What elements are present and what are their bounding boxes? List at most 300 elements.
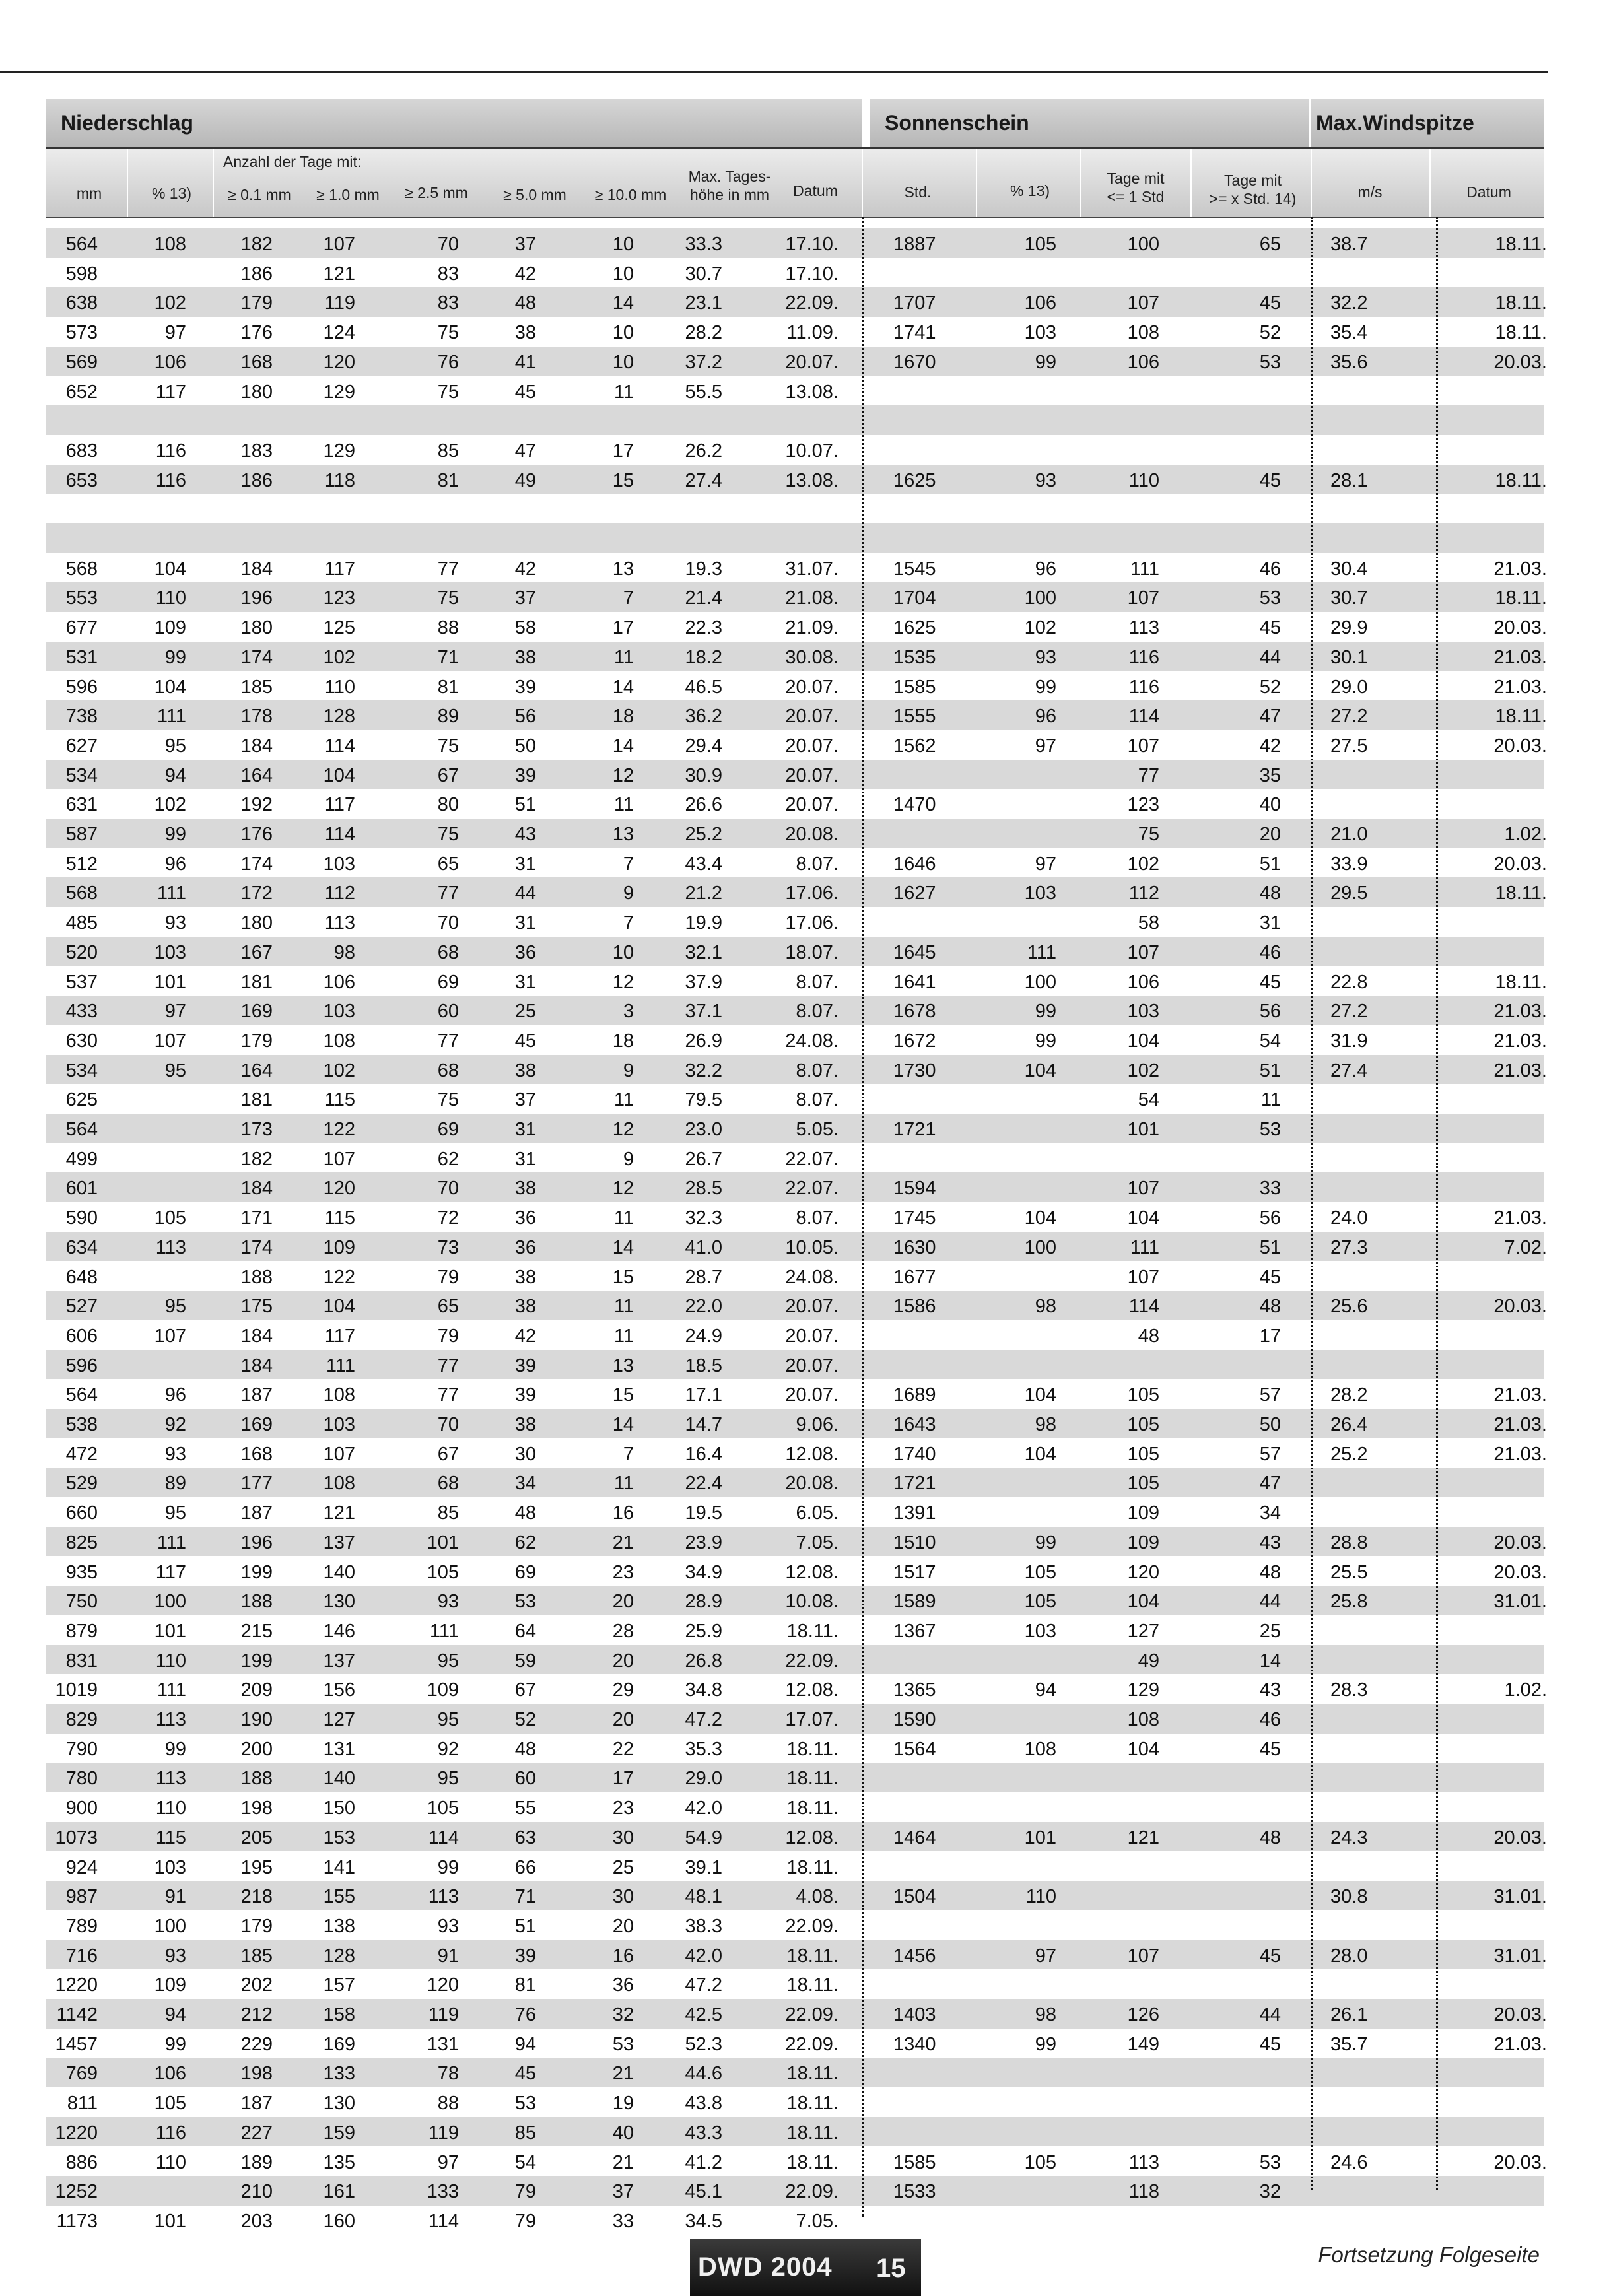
table-cell: 22 [612, 1738, 634, 1760]
table-cell: 45 [514, 2063, 536, 2085]
table-cell: 129 [1127, 1679, 1159, 1701]
table-cell: 76 [514, 2004, 536, 2025]
table-cell: 109 [154, 1975, 186, 1996]
table-cell: 60 [514, 1768, 536, 1790]
table-cell: 42 [514, 1325, 536, 1347]
table-cell: 55 [514, 1798, 536, 1819]
table-cell: 29.0 [685, 1768, 722, 1790]
table-cell: 606 [65, 1325, 98, 1347]
table-cell: 1590 [893, 1709, 936, 1730]
table-cell: 23.0 [685, 1119, 722, 1140]
table-cell: 1.02. [1504, 1679, 1547, 1701]
table-cell: 21.03. [1493, 1030, 1547, 1052]
table-cell: 117 [324, 794, 355, 816]
table-cell: 104 [154, 558, 186, 580]
table-cell: 114 [428, 2210, 459, 2232]
table-cell: 1220 [55, 1975, 98, 1996]
table-cell: 161 [323, 2181, 355, 2203]
table-cell: 8.07. [796, 1060, 839, 1081]
table-cell: 56 [514, 706, 536, 727]
table-cell: 105 [1127, 1384, 1159, 1406]
table-cell: 1627 [893, 883, 936, 904]
table-cell: 11 [1260, 1089, 1281, 1111]
table-cell: 37 [514, 234, 536, 255]
table-cell: 24.6 [1330, 2151, 1368, 2173]
table-cell: 96 [1035, 558, 1056, 580]
table-cell: 631 [65, 794, 98, 816]
table-row [46, 1940, 1547, 1970]
table-row [46, 1291, 1547, 1320]
table-cell: 99 [1035, 1532, 1056, 1553]
table-cell: 51 [1259, 1060, 1281, 1081]
table-cell: 625 [65, 1089, 98, 1111]
table-cell: 28.1 [1330, 469, 1368, 491]
table-cell: 79 [437, 1325, 459, 1347]
table-cell: 1704 [893, 588, 936, 609]
table-cell: 69 [514, 1561, 536, 1583]
table-cell: 104 [1024, 1060, 1056, 1081]
table-cell: 112 [1128, 883, 1159, 904]
table-cell: 42.5 [685, 2004, 722, 2025]
table-cell: 168 [240, 1443, 273, 1465]
table-cell: 50 [1259, 1414, 1281, 1435]
table-row [46, 1734, 1544, 1763]
table-cell: 79.5 [685, 1089, 722, 1111]
table-cell: 190 [240, 1709, 273, 1730]
table-cell: 45 [1259, 469, 1281, 491]
table-cell: 101 [154, 971, 186, 993]
table-cell: 22.0 [685, 1296, 722, 1318]
table-cell: 127 [323, 1709, 355, 1730]
table-cell: 28.9 [685, 1591, 722, 1613]
table-cell: 75 [437, 824, 459, 845]
table-cell: 96 [164, 853, 186, 875]
table-cell: 31 [1259, 912, 1281, 934]
table-cell: 94 [514, 2033, 536, 2055]
table-cell: 21 [612, 1532, 634, 1553]
table-cell: 738 [65, 706, 98, 727]
table-cell: 81 [514, 1975, 536, 1996]
table-cell: 53 [612, 2033, 634, 2055]
table-cell: 45 [1259, 1945, 1281, 1967]
table-cell: 101 [1024, 1827, 1056, 1848]
table-cell: 1073 [55, 1827, 98, 1848]
table-cell: 113 [1128, 2151, 1159, 2173]
table-cell: 93 [437, 1915, 459, 1937]
table-cell: 5.05. [796, 1119, 839, 1140]
table-cell: 17.10. [785, 234, 839, 255]
table-cell: 103 [323, 853, 355, 875]
table-cell: 18.11. [1495, 971, 1547, 993]
table-cell: 42 [514, 263, 536, 285]
table-cell: 116 [155, 2122, 186, 2144]
table-row [46, 1822, 1547, 1852]
table-cell: 1019 [55, 1679, 98, 1701]
table-cell: 107 [323, 234, 355, 255]
table-cell: 75 [437, 381, 459, 403]
table-cell: 14 [612, 292, 634, 314]
table-cell: 77 [437, 883, 459, 904]
table-cell: 65 [437, 853, 459, 875]
table-cell: 1.02. [1504, 824, 1547, 845]
table-cell: 101 [427, 1532, 459, 1553]
table-cell: 30 [612, 1886, 634, 1908]
table-cell: 10 [612, 322, 634, 344]
table-cell: 192 [240, 794, 273, 816]
table-cell: 113 [324, 912, 355, 934]
table-cell: 108 [1127, 1709, 1159, 1730]
table-cell: 128 [323, 706, 355, 727]
table-cell: 573 [65, 322, 98, 344]
table-cell: 119 [428, 2004, 459, 2025]
table-cell: 41.2 [685, 2151, 722, 2173]
header-datum: Datum [793, 182, 838, 199]
table-cell: 83 [437, 263, 459, 285]
table-row [46, 1969, 1544, 1999]
table-cell: 124 [323, 322, 355, 344]
table-cell: 39 [514, 676, 536, 698]
table-cell: 780 [65, 1768, 98, 1790]
table-cell: 21.2 [685, 883, 722, 904]
table-cell: 590 [65, 1207, 98, 1229]
table-cell: 183 [240, 440, 273, 461]
table-cell: 100 [1024, 971, 1056, 993]
table-cell: 110 [324, 676, 355, 698]
table-cell: 56 [1259, 1207, 1281, 1229]
table-cell: 140 [323, 1561, 355, 1583]
table-cell: 36 [514, 941, 536, 963]
table-cell: 103 [323, 1414, 355, 1435]
table-cell: 34.9 [685, 1561, 722, 1583]
table-cell: 20 [1259, 824, 1281, 845]
table-cell: 63 [514, 1827, 536, 1848]
table-row [46, 1999, 1547, 2029]
table-row [46, 730, 1547, 760]
table-cell: 18 [612, 1030, 634, 1052]
table-cell: 11.09. [786, 322, 839, 344]
table-cell: 40 [612, 2122, 634, 2144]
table-cell: 1470 [893, 794, 936, 816]
table-cell: 107 [1127, 588, 1159, 609]
table-cell: 12 [612, 1178, 634, 1199]
table-row [46, 2206, 1544, 2235]
table-cell: 31.01. [1493, 1591, 1547, 1613]
header-separator [1190, 149, 1192, 217]
table-cell: 26.6 [685, 794, 722, 816]
table-cell: 7 [623, 588, 634, 609]
table-cell: 52.3 [685, 2033, 722, 2055]
table-cell: 45 [1259, 2033, 1281, 2055]
table-cell: 20.07. [785, 1355, 839, 1376]
table-cell: 1220 [55, 2122, 98, 2144]
table-cell: 1643 [893, 1414, 936, 1435]
table-cell: 27.4 [685, 469, 722, 491]
table-cell: 128 [323, 1945, 355, 1967]
table-cell: 26.9 [685, 1030, 722, 1052]
table-cell: 8.07. [796, 853, 839, 875]
table-cell: 47 [1259, 1473, 1281, 1495]
table-cell: 123 [1127, 794, 1159, 816]
table-cell: 53 [1259, 588, 1281, 609]
table-cell: 8.07. [796, 971, 839, 993]
table-cell: 25 [612, 1856, 634, 1878]
footer-badge-label: DWD 2004 [698, 2252, 833, 2281]
table-cell: 13 [612, 1355, 634, 1376]
table-cell: 113 [428, 1886, 459, 1908]
table-cell: 98 [1035, 2004, 1056, 2025]
table-row [46, 1172, 1544, 1202]
table-cell: 44.6 [685, 2063, 722, 2085]
table-cell: 20.07. [785, 676, 839, 698]
table-cell: 39 [514, 1945, 536, 1967]
table-cell: 97 [164, 322, 186, 344]
table-cell: 107 [1127, 941, 1159, 963]
table-cell: 38 [514, 1178, 536, 1199]
table-cell: 104 [1127, 1591, 1159, 1613]
table-cell: 103 [1024, 1620, 1056, 1642]
table-cell: 105 [1024, 234, 1056, 255]
table-cell: 31.01. [1493, 1886, 1547, 1908]
table-cell: 93 [164, 1945, 186, 1967]
table-cell: 38 [514, 646, 536, 668]
table-cell: 88 [437, 617, 459, 639]
table-cell: 18.5 [685, 1355, 722, 1376]
table-cell: 42 [514, 558, 536, 580]
table-cell: 110 [1025, 1886, 1056, 1908]
table-cell: 102 [154, 292, 186, 314]
table-cell: 54 [1259, 1030, 1281, 1052]
table-cell: 184 [240, 735, 273, 757]
table-cell: 98 [1035, 1414, 1056, 1435]
table-cell: 4.08. [796, 1886, 839, 1908]
table-cell: 205 [240, 1827, 273, 1848]
table-cell: 105 [1024, 1591, 1056, 1613]
table-cell: 10 [612, 351, 634, 373]
table-cell: 137 [323, 1532, 355, 1553]
table-cell: 22.09. [785, 2181, 839, 2203]
table-cell: 210 [240, 2181, 273, 2203]
table-cell: 900 [65, 1798, 98, 1819]
table-cell: 11 [613, 646, 634, 668]
table-cell: 21.03. [1493, 676, 1547, 698]
table-cell: 45 [1259, 617, 1281, 639]
table-cell: 199 [240, 1561, 273, 1583]
table-cell: 108 [323, 1473, 355, 1495]
table-cell: 99 [164, 824, 186, 845]
table-cell: 113 [155, 1768, 186, 1790]
table-cell: 28.2 [685, 322, 722, 344]
page-number: 15 [876, 2254, 906, 2283]
table-cell: 37 [514, 1089, 536, 1111]
header-separator [213, 149, 214, 217]
table-cell: 568 [65, 558, 98, 580]
table-cell: 164 [240, 764, 273, 786]
table-cell: 97 [1035, 735, 1056, 757]
table-cell: 105 [1024, 2151, 1056, 2173]
table-row [46, 1852, 1544, 1881]
table-cell: 30.7 [1330, 588, 1368, 609]
table-cell: 32 [1259, 2181, 1281, 2203]
table-cell: 531 [65, 646, 98, 668]
table-row [46, 612, 1547, 642]
table-cell: 95 [437, 1709, 459, 1730]
table-cell: 97 [437, 2151, 459, 2173]
table-cell: 31 [514, 971, 536, 993]
header-pct: % 13) [151, 185, 192, 202]
table-cell: 117 [155, 381, 186, 403]
table-cell: 32.1 [685, 941, 722, 963]
table-cell: 110 [155, 1798, 186, 1819]
table-cell: 1641 [893, 971, 936, 993]
table-cell: 7.05. [796, 2210, 839, 2232]
table-cell: 167 [240, 941, 273, 963]
table-row [46, 966, 1547, 996]
table-cell: 99 [1035, 676, 1056, 698]
header-max-line1: Max. Tages- [688, 168, 771, 185]
table-row [46, 2087, 1544, 2117]
table-cell: 72 [437, 1207, 459, 1229]
table-cell: 17 [1259, 1325, 1281, 1347]
table-cell: 20.08. [785, 1473, 839, 1495]
table-cell: 93 [164, 912, 186, 934]
table-cell: 229 [240, 2033, 273, 2055]
table-cell: 46 [1259, 558, 1281, 580]
table-cell: 20.03. [1493, 735, 1547, 757]
table-cell: 21.03. [1493, 1207, 1547, 1229]
table-cell: 16 [612, 1503, 634, 1524]
table-cell: 103 [1024, 322, 1056, 344]
table-cell: 789 [65, 1915, 98, 1937]
header-tage1-line1: Tage mit [1107, 170, 1165, 187]
section-sonnenschein-label: Sonnenschein [885, 111, 1029, 135]
table-cell: 129 [323, 381, 355, 403]
table-cell: 1741 [893, 322, 936, 344]
header-tage2-line2: >= x Std. 14) [1209, 190, 1297, 207]
table-cell: 1670 [893, 351, 936, 373]
table-cell: 20.07. [785, 351, 839, 373]
table-cell: 8.07. [796, 1001, 839, 1023]
table-cell: 33.3 [685, 234, 722, 255]
table-cell: 36 [612, 1975, 634, 1996]
table-cell: 1677 [893, 1266, 936, 1288]
table-cell: 68 [437, 941, 459, 963]
table-cell: 564 [65, 234, 98, 255]
table-cell: 44 [1259, 1591, 1281, 1613]
table-cell: 113 [1128, 617, 1159, 639]
table-cell: 164 [240, 1060, 273, 1081]
table-cell: 38 [514, 1060, 536, 1081]
table-cell: 107 [1127, 735, 1159, 757]
table-cell: 30.8 [1330, 1886, 1368, 1908]
table-cell: 36.2 [685, 706, 722, 727]
header-anzahl: Anzahl der Tage mit: [223, 153, 362, 170]
table-cell: 51 [1259, 1236, 1281, 1258]
table-cell: 34.5 [685, 2210, 722, 2232]
table-cell: 12.08. [785, 1443, 839, 1465]
table-cell: 48 [1138, 1325, 1159, 1347]
table-cell: 105 [1127, 1473, 1159, 1495]
table-cell: 51 [514, 794, 536, 816]
table-cell: 58 [1138, 912, 1159, 934]
table-row [46, 642, 1547, 671]
table-cell: 527 [65, 1296, 98, 1318]
table-cell: 596 [65, 1355, 98, 1376]
table-cell: 1464 [893, 1827, 936, 1848]
table-cell: 185 [240, 676, 273, 698]
table-cell: 18.11. [786, 2151, 839, 2173]
table-cell: 107 [1127, 1945, 1159, 1967]
header-std: Std. [904, 184, 932, 201]
table-cell: 85 [437, 440, 459, 461]
table-cell: 105 [154, 1207, 186, 1229]
table-cell: 1625 [893, 617, 936, 639]
table-cell: 104 [1127, 1738, 1159, 1760]
table-cell: 101 [154, 2210, 186, 2232]
table-cell: 39 [514, 1355, 536, 1376]
table-cell: 95 [437, 1650, 459, 1671]
section-sonnenschein [870, 99, 1309, 147]
table-row [46, 1497, 1544, 1527]
table-cell: 130 [323, 2093, 355, 2114]
table-cell: 28.5 [685, 1178, 722, 1199]
table-cell: 101 [154, 1620, 186, 1642]
table-cell: 20.03. [1493, 2151, 1547, 2173]
continuation-note: Fortsetzung Folgeseite [1318, 2243, 1540, 2267]
table-cell: 30 [514, 1443, 536, 1465]
table-cell: 58 [514, 617, 536, 639]
table-cell: 106 [1127, 971, 1159, 993]
table-cell: 99 [164, 646, 186, 668]
table-cell: 14 [612, 735, 634, 757]
table-cell: 56 [1259, 1001, 1281, 1023]
table-cell: 23.1 [685, 292, 722, 314]
table-cell: 1142 [56, 2004, 98, 2025]
table-cell: 43 [514, 824, 536, 845]
table-cell: 653 [65, 469, 98, 491]
table-row [46, 2117, 1544, 2147]
table-cell: 53 [514, 2093, 536, 2114]
table-cell: 45 [514, 381, 536, 403]
table-cell: 108 [1024, 1738, 1056, 1760]
table-cell: 15 [612, 1384, 634, 1406]
header-separator [1080, 149, 1081, 217]
table-cell: 103 [1024, 883, 1056, 904]
header-ms: m/s [1357, 184, 1383, 201]
table-cell: 97 [1035, 1945, 1056, 1967]
table-cell: 198 [240, 1798, 273, 1819]
header-t01: ≥ 0.1 mm [228, 186, 291, 203]
table-cell: 43 [1259, 1679, 1281, 1701]
header-t10: ≥ 1.0 mm [316, 186, 380, 203]
table-cell: 28.7 [685, 1266, 722, 1288]
table-cell: 196 [240, 588, 273, 609]
table-cell: 79 [514, 2181, 536, 2203]
table-cell: 935 [65, 1561, 98, 1583]
table-cell: 7 [623, 853, 634, 875]
table-cell: 19.5 [685, 1503, 722, 1524]
table-cell: 48.1 [685, 1886, 722, 1908]
table-cell: 99 [164, 1738, 186, 1760]
table-cell: 42 [1259, 735, 1281, 757]
table-cell: 26.8 [685, 1650, 722, 1671]
table-cell: 47.2 [685, 1975, 722, 1996]
table-cell: 177 [240, 1473, 273, 1495]
table-cell: 21 [612, 2063, 634, 2085]
table-cell: 7.02. [1504, 1236, 1547, 1258]
table-cell: 100 [1127, 234, 1159, 255]
table-cell: 105 [1127, 1443, 1159, 1465]
table-cell: 45 [514, 1030, 536, 1052]
